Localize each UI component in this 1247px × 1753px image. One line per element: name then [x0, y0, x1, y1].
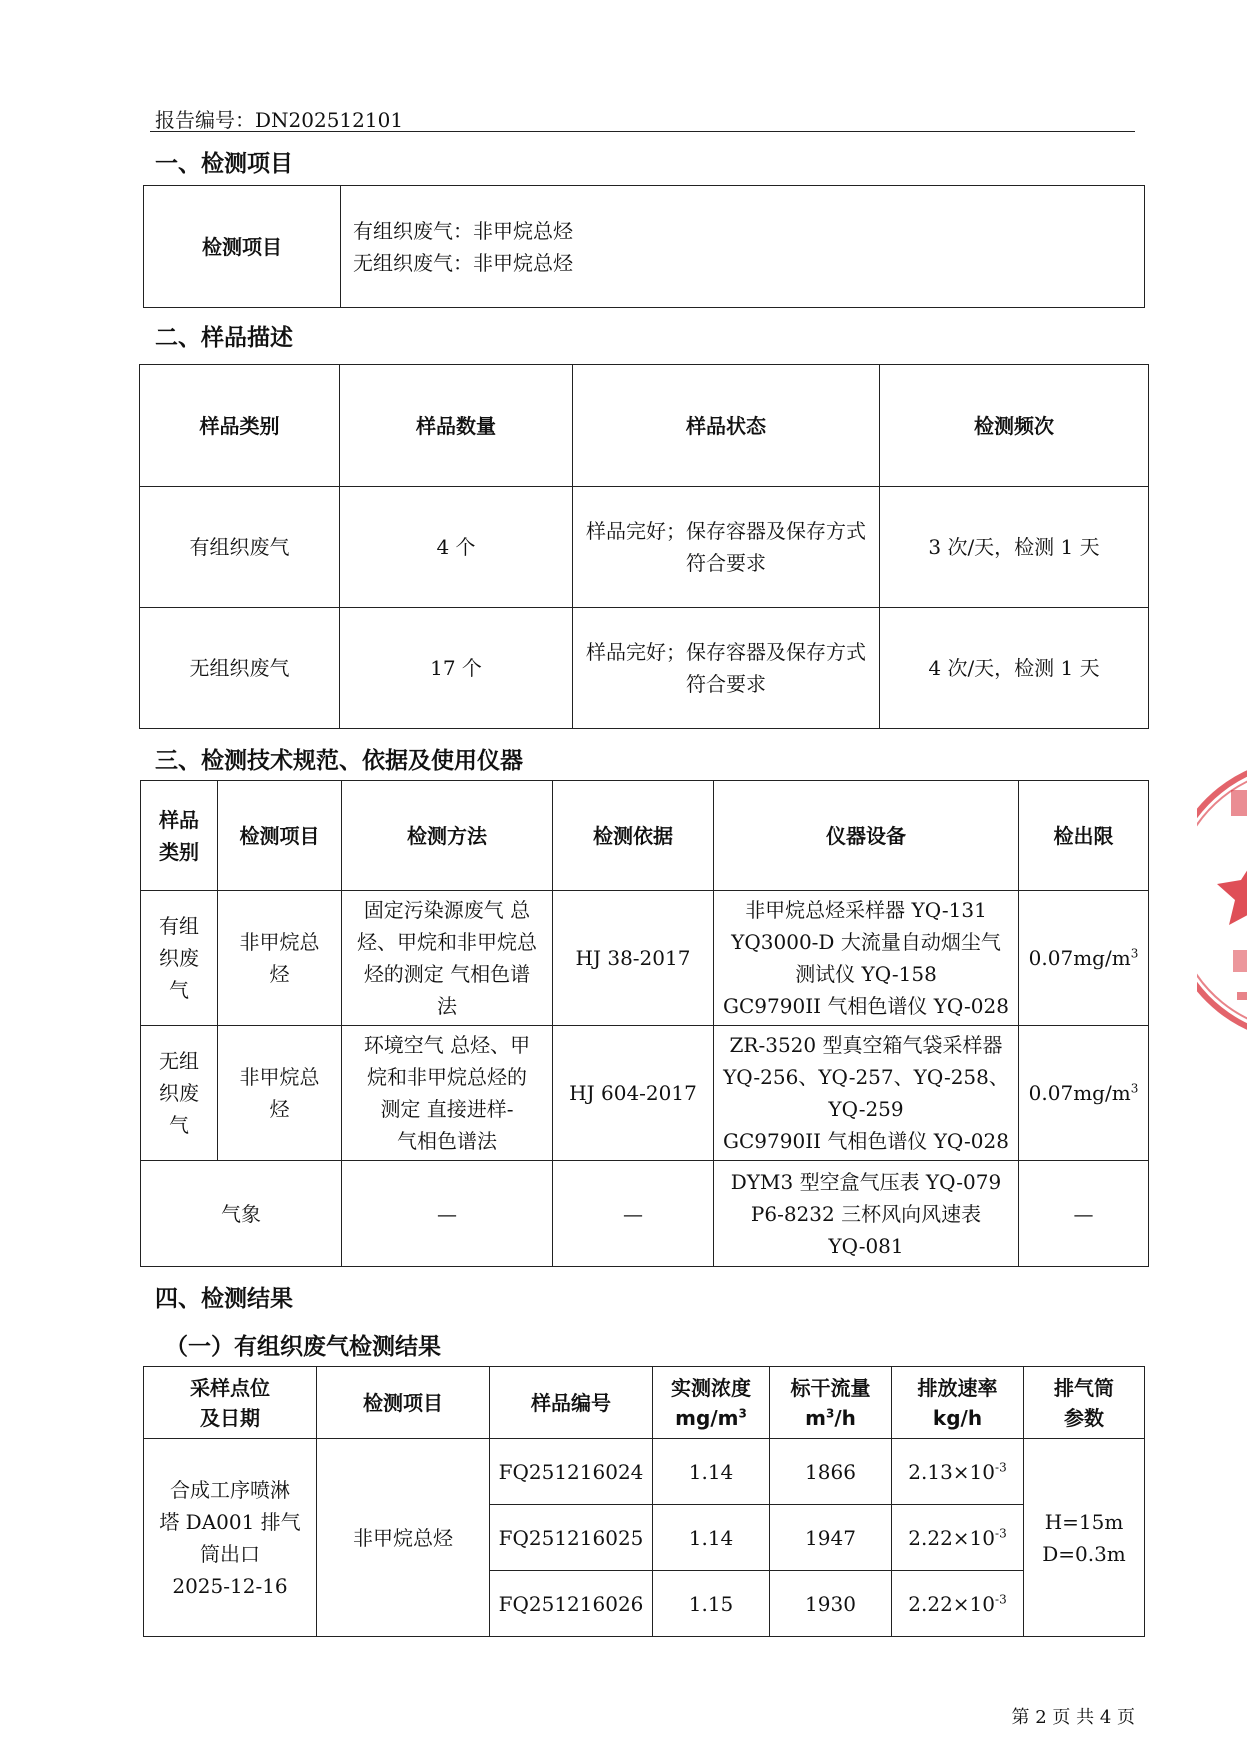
method-header-method: 检测方法	[342, 781, 553, 891]
rate-value: 2.22×10	[908, 1525, 996, 1550]
header-divider	[150, 131, 1135, 132]
results-point: 合成工序喷淋 塔 DA001 排气 筒出口 2025-12-16	[144, 1439, 317, 1637]
sample-count: 17 个	[340, 608, 573, 729]
items-line-1: 有组织废气：非甲烷总烃	[353, 218, 573, 243]
section3-title: 三、检测技术规范、依据及使用仪器	[155, 748, 523, 774]
section4-subtitle: （一）有组织废气检测结果	[165, 1334, 441, 1360]
limit-value: 0.07mg/m	[1028, 1081, 1131, 1105]
method-category: 无组 织废 气	[141, 1026, 218, 1161]
results-sample-no: FQ251216025	[490, 1505, 653, 1571]
table-row	[141, 1161, 1149, 1267]
method-method: —	[342, 1161, 553, 1267]
results-header-item: 检测项目	[317, 1367, 490, 1439]
method-category: 有组 织废 气	[141, 891, 218, 1026]
results-rate	[892, 1505, 1024, 1571]
results-flow: 1930	[770, 1571, 892, 1637]
items-values	[341, 186, 1145, 308]
rate-value: 2.13×10	[908, 1459, 996, 1484]
limit-value: 0.07mg/m	[1028, 946, 1131, 970]
sample-state: 样品完好；保存容器及保存方式符合要求	[573, 608, 880, 729]
rate-exponent: -3	[995, 1591, 1007, 1606]
method-limit: —	[1019, 1161, 1149, 1267]
results-header-flow: 标干流量 $m^3/h$	[770, 1367, 892, 1439]
method-category: 气象	[141, 1161, 342, 1267]
report-number: 报告编号：DN202512101	[155, 108, 404, 132]
limit-exponent: 3	[1130, 1081, 1139, 1096]
sample-header-frequency: 检测频次	[880, 365, 1149, 487]
sample-count: 4 个	[340, 487, 573, 608]
sample-table	[139, 364, 1149, 729]
method-equipment: 非甲烷总烃采样器 YQ-131 YQ3000-D 大流量自动烟尘气 测试仪 YQ-158 GC9790II 气相色谱仪 YQ-028	[714, 891, 1019, 1026]
results-flow: 1866	[770, 1439, 892, 1505]
flow-unit-tail: /h	[834, 1405, 856, 1430]
sample-category: 无组织废气	[140, 608, 340, 729]
page-number: 第 2 页 共 4 页	[1011, 1707, 1135, 1728]
rate-value: 2.22×10	[908, 1591, 996, 1616]
method-header-item: 检测项目	[218, 781, 342, 891]
section4-title: 四、检测结果	[155, 1286, 293, 1312]
sample-header-state: 样品状态	[573, 365, 880, 487]
rate-unit: kg/h	[932, 1405, 983, 1430]
method-item: 非甲烷总 烃	[218, 1026, 342, 1161]
section2-title: 二、样品描述	[155, 325, 293, 351]
flow-label: 标干流量	[790, 1375, 871, 1400]
results-conc: 1.15	[653, 1571, 770, 1637]
method-limit	[1019, 891, 1149, 1026]
results-table	[143, 1366, 1145, 1637]
items-table	[143, 185, 1145, 308]
seal-stamp-icon	[1197, 760, 1247, 1040]
rate-exponent: -3	[995, 1525, 1007, 1540]
method-header-basis: 检测依据	[553, 781, 714, 891]
results-header-point: 采样点位 及日期	[144, 1367, 317, 1439]
method-basis: HJ 38-2017	[553, 891, 714, 1026]
sample-header-category: 样品类别	[140, 365, 340, 487]
flow-unit: m	[805, 1405, 826, 1430]
results-header-sample: 样品编号	[490, 1367, 653, 1439]
method-method: 环境空气 总烃、甲 烷和非甲烷总烃的 测定 直接进样- 气相色谱法	[342, 1026, 553, 1161]
method-header-equipment: 仪器设备	[714, 781, 1019, 891]
results-conc: 1.14	[653, 1439, 770, 1505]
section1-title: 一、检测项目	[155, 151, 293, 177]
sample-header-count: 样品数量	[340, 365, 573, 487]
method-equipment: DYM3 型空盒气压表 YQ-079 P6-8232 三杯风向风速表 YQ-081	[714, 1161, 1019, 1267]
table-row	[140, 487, 1149, 608]
method-header-category: 样品 类别	[141, 781, 218, 891]
items-line-2: 无组织废气：非甲烷总烃	[353, 250, 573, 275]
conc-label: 实测浓度	[671, 1375, 751, 1400]
results-item: 非甲烷总烃	[317, 1439, 490, 1637]
method-header-limit: 检出限	[1019, 781, 1149, 891]
sample-frequency: 4 次/天，检测 1 天	[880, 608, 1149, 729]
method-item: 非甲烷总 烃	[218, 891, 342, 1026]
table-row	[144, 1439, 1145, 1505]
method-limit	[1019, 1026, 1149, 1161]
rate-exponent: -3	[995, 1459, 1007, 1474]
table-row	[140, 608, 1149, 729]
sample-state: 样品完好；保存容器及保存方式符合要求	[573, 487, 880, 608]
method-method: 固定污染源废气 总 烃、甲烷和非甲烷总 烃的测定 气相色谱 法	[342, 891, 553, 1026]
results-flow: 1947	[770, 1505, 892, 1571]
table-row	[141, 891, 1149, 1026]
results-rate	[892, 1439, 1024, 1505]
conc-unit: mg/m	[675, 1405, 739, 1430]
rate-label: 排放速率	[917, 1375, 998, 1400]
results-header-rate	[892, 1367, 1024, 1439]
method-basis: HJ 604-2017	[553, 1026, 714, 1161]
method-basis: —	[553, 1161, 714, 1267]
sample-frequency: 3 次/天，检测 1 天	[880, 487, 1149, 608]
results-sample-no: FQ251216026	[490, 1571, 653, 1637]
limit-exponent: 3	[1130, 946, 1139, 961]
method-table	[140, 780, 1149, 1267]
results-rate	[892, 1571, 1024, 1637]
items-label: 检测项目	[144, 186, 341, 308]
results-sample-no: FQ251216024	[490, 1439, 653, 1505]
results-header-conc: 实测浓度 $mg/m^3$	[653, 1367, 770, 1439]
results-stack: H=15m D=0.3m	[1024, 1439, 1145, 1637]
results-conc: 1.14	[653, 1505, 770, 1571]
results-header-stack: 排气筒 参数	[1024, 1367, 1145, 1439]
method-equipment: ZR-3520 型真空箱气袋采样器 YQ-256、YQ-257、YQ-258、 YQ-259 GC9790II 气相色谱仪 YQ-028	[714, 1026, 1019, 1161]
table-row	[141, 1026, 1149, 1161]
sample-category: 有组织废气	[140, 487, 340, 608]
